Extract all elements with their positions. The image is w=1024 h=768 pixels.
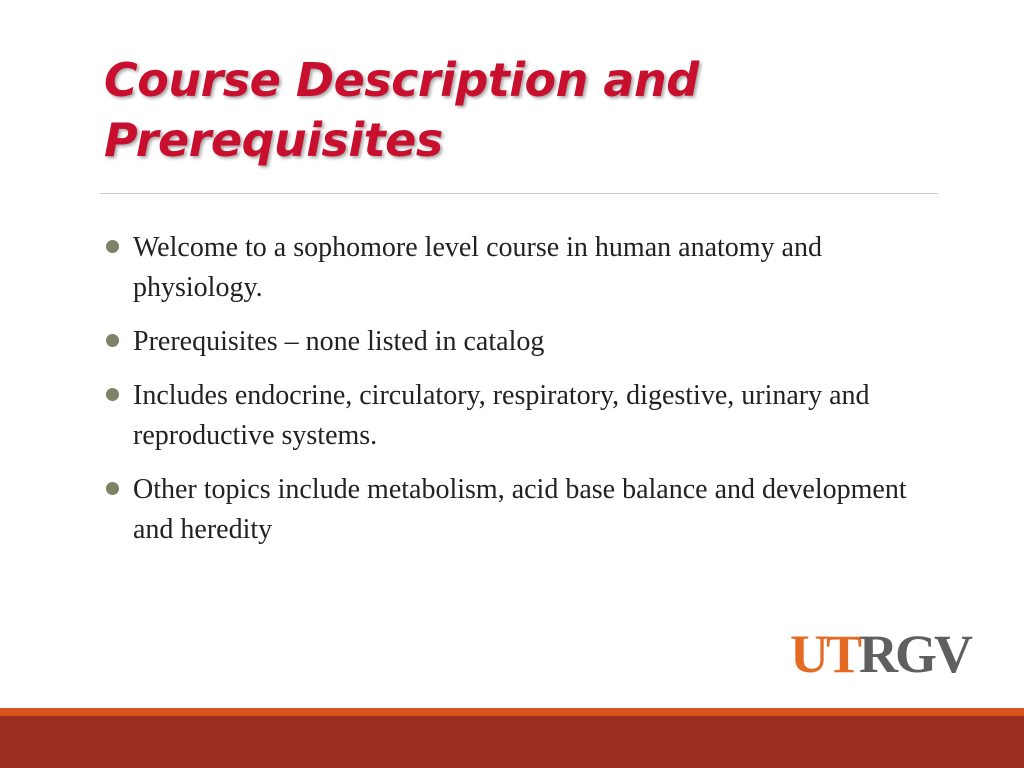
bullet-item [104, 376, 934, 456]
title-divider [100, 193, 938, 194]
logo-rgv-text: RGV [859, 624, 971, 684]
bullet-dot-icon [106, 240, 119, 253]
bullet-dot-icon [106, 334, 119, 347]
bullet-text: Welcome to a sophomore level course in human anatomy and physiology. [133, 232, 822, 303]
bullet-list [104, 228, 934, 564]
bullet-text: Includes endocrine, circulatory, respiratory, digestive, urinary and reproductive systems. [133, 380, 870, 451]
bullet-item [104, 470, 934, 550]
bullet-text: Prerequisites – none listed in catalog [133, 326, 545, 357]
slide-title: Course Description and Prerequisites [104, 53, 699, 167]
bullet-text: Other topics include metabolism, acid base balance and development and heredity [133, 474, 907, 545]
footer-band [0, 716, 1024, 768]
utrgv-logo [790, 624, 970, 684]
bullet-dot-icon [106, 388, 119, 401]
bullet-dot-icon [106, 482, 119, 495]
bullet-item [104, 228, 934, 308]
logo-ut-text: UT [790, 624, 860, 684]
footer-band-accent [0, 708, 1024, 716]
bullet-item [104, 322, 934, 362]
